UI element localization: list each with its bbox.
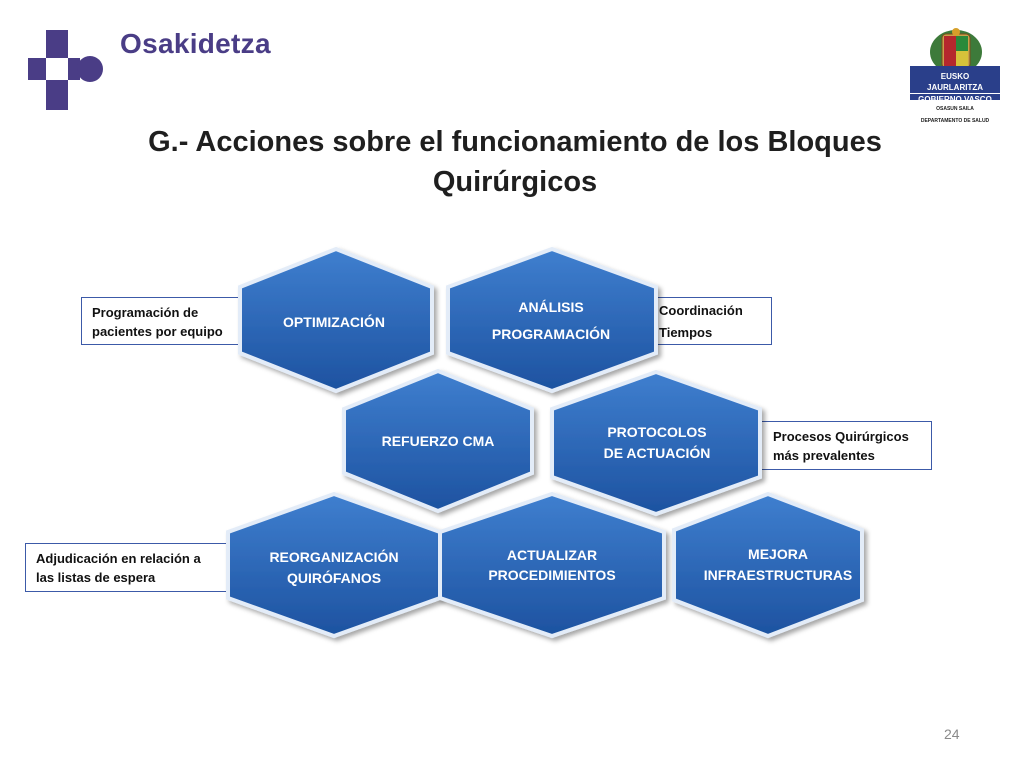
hex-mejora-line2: INFRAESTRUCTURAS	[703, 567, 853, 583]
callout-procesos-line1: Procesos Quirúrgicos	[773, 429, 909, 444]
hex-protocolos	[552, 372, 760, 514]
callout-adjudicacion-line1: Adjudicación en relación a	[36, 551, 201, 566]
gov-line1: EUSKO JAURLARITZA	[910, 71, 1000, 94]
hex-refuerzo-label: REFUERZO CMA	[381, 433, 495, 449]
hex-analisis-line1: ANÁLISIS	[518, 299, 584, 315]
page-number: 24	[944, 726, 960, 742]
hex-protocolos-line2: DE ACTUACIÓN	[603, 445, 711, 461]
hex-reorganizacion	[228, 494, 440, 636]
callout-programacion-line2: pacientes por equipo	[92, 324, 223, 339]
hex-reorganizacion-line2: QUIRÓFANOS	[286, 570, 382, 586]
callout-programacion-line1: Programación de	[92, 305, 199, 320]
hex-protocolos-line1: PROTOCOLOS	[607, 424, 707, 440]
callout-adjudicacion-line2: las listas de espera	[36, 570, 156, 585]
hex-refuerzo	[344, 371, 532, 511]
hex-optimizacion-label: OPTIMIZACIÓN	[283, 314, 385, 330]
callout-procesos-line2: más prevalentes	[773, 448, 875, 463]
logo-text: Osakidetza	[120, 28, 271, 59]
hex-optimizacion	[240, 249, 432, 391]
hex-actualizar	[440, 494, 664, 636]
hex-actualizar-line1: ACTUALIZAR	[506, 547, 598, 563]
gov-sub1: OSASUN SAILA	[936, 106, 974, 112]
hex-reorganizacion-line1: REORGANIZACIÓN	[269, 549, 399, 565]
callout-coordinacion-line1: Coordinación	[659, 303, 743, 318]
hex-mejora-line1: MEJORA	[748, 546, 808, 562]
gov-line2: GOBIERNO VASCO	[918, 95, 992, 104]
hex-analisis	[448, 249, 656, 391]
gov-sub2: DEPARTAMENTO DE SALUD	[920, 118, 990, 124]
title-line2: Quirúrgicos	[432, 166, 598, 198]
hex-mejora	[674, 494, 862, 636]
hex-analisis-line2: PROGRAMACIÓN	[491, 326, 611, 342]
callout-coordinacion-line2: Tiempos	[659, 325, 713, 340]
hex-actualizar-line2: PROCEDIMIENTOS	[488, 567, 616, 583]
title-line1: G.- Acciones sobre el funcionamiento de los Bloques	[148, 126, 882, 158]
